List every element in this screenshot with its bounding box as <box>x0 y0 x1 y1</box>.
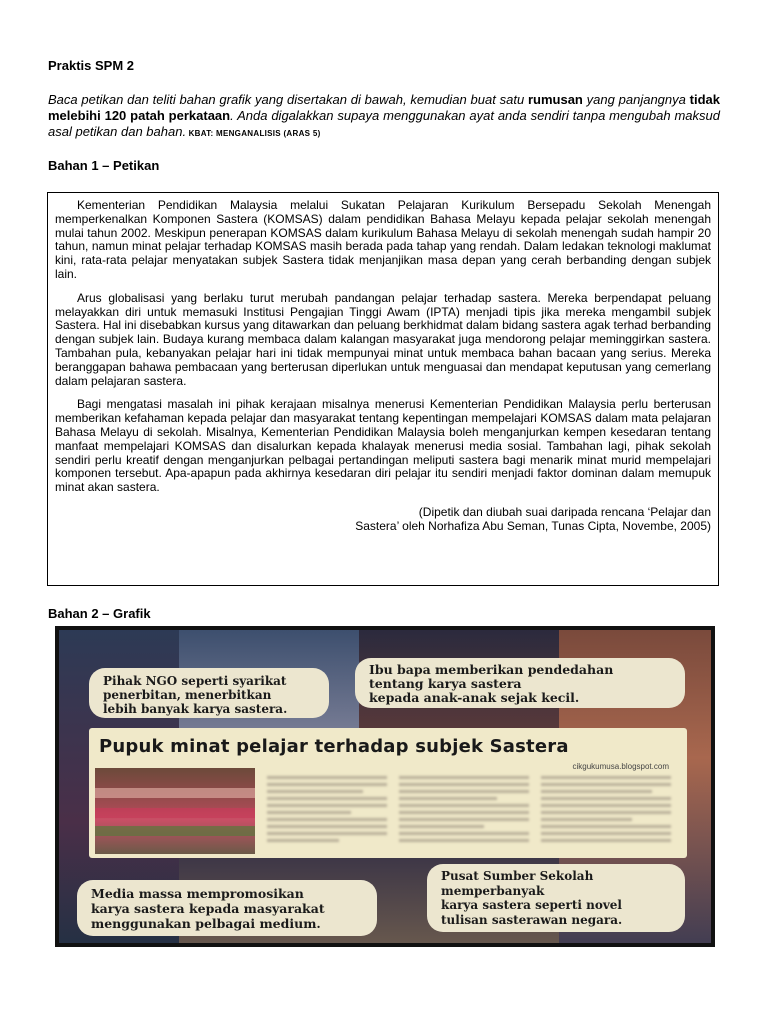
bahan2-heading: Bahan 2 – Grafik <box>48 606 151 621</box>
bubble-ibu-bapa <box>355 658 685 708</box>
bubble-line: tulisan sasterawan negara. <box>441 912 623 927</box>
bubble-line: memperbanyak <box>441 883 545 898</box>
instruction-part2: yang panjangnya <box>582 92 690 107</box>
passage-paragraph-1: Kementerian Pendidikan Malaysia melalui Sukatan Pelajaran Kurikulum Bersepadu Sekolah Menengah memperkenalkan Komponen Sastera (KOMSAS) dalam pendidikan Bahasa Melayu kepada pelajar sekolah menengah mulai tahun 2002. Meskipun penerapan KOMSAS dalam kurikulum Bahasa Melayu di sekolah menengah sudah hampir 20 tahun, namun minat pelajar terhadap KOMSAS masih berada pada tahap yang rendah. Dalam ledakan teknologi maklumat kini, rata-rata pelajar menyatakan subjek Sastera tidak menjanjikan masa depan yang cerah berbanding dengan subjek lain. <box>55 198 711 281</box>
instruction-text <box>48 92 720 142</box>
passage-box <box>47 192 719 586</box>
bubble-line: Media massa mempromosikan <box>91 886 304 901</box>
bubble-line: kepada anak-anak sejak kecil. <box>369 690 580 705</box>
photo-row <box>95 826 255 836</box>
source-line-1: (Dipetik dan diubah suai daripada rencana ‘Pelajar dan <box>418 504 711 519</box>
instruction-bold-limit: tidak melebihi 120 patah perkataan <box>48 92 720 123</box>
page-title: Praktis SPM 2 <box>48 58 134 73</box>
bubble-line: Pusat Sumber Sekolah <box>441 869 594 883</box>
source-line-2: Sastera’ oleh Norhafiza Abu Seman, Tunas Cipta, Novembe, 2005) <box>355 518 711 533</box>
kbat-tag: KBAT: MENGANALISIS (ARAS 5) <box>186 129 321 138</box>
bubble-line: lebih banyak karya sastera. <box>103 702 288 716</box>
bubble-line: karya sastera kepada masyarakat <box>91 901 325 916</box>
bahan1-heading: Bahan 1 – Petikan <box>48 158 160 173</box>
instruction-part3: . Anda digalakkan supaya menggunakan ayat anda sendiri tanpa mengubah maksud asal petikan dan bahan. <box>48 108 720 139</box>
passage-paragraph-3: Bagi mengatasi masalah ini pihak kerajaan misalnya menerusi Kementerian Pendidikan Malaysia perlu berterusan memberikan kefahaman kepada pelajar dan masyarakat tentang kepentingan mempelajari KOMSAS dalam mata pelajaran Bahasa Melayu di sekolah. Misalnya, Kementerian Pendidikan Malaysia boleh menganjurkan kempen kesedaran tentang manfaat mempelajari KOMSAS dan disalurkan kepada khalayak menerusi media sosial. Tambahan lagi, pihak sekolah sendiri perlu kreatif dengan menganjurkan pelbagai pertandingan meliputi sastera bagi menarik minat murid mempelajari komponen tersebut. Apa-apapun pada akhirnya kesedaran diri pelajar itu sendiri menjadi faktor dominan dalam memupuk minat akan sastera. <box>55 397 711 495</box>
article-text-blur <box>267 776 387 846</box>
students-photo <box>95 768 255 854</box>
bubble-ngo <box>89 668 329 718</box>
bubble-line: karya sastera seperti novel <box>441 898 622 912</box>
blog-url: cikgukumusa.blogspot.com <box>572 762 669 771</box>
instruction-bold-rumusan: rumusan <box>527 92 583 107</box>
infographic-poster <box>55 626 715 947</box>
passage-source <box>55 505 711 533</box>
bubble-line: tentang karya sastera <box>369 676 522 691</box>
photo-row <box>95 808 255 818</box>
bubble-line: Pihak NGO seperti syarikat <box>103 674 287 688</box>
bubble-line: Ibu bapa memberikan pendedahan <box>369 662 614 677</box>
bubble-pusat-sumber <box>427 864 685 932</box>
passage-paragraph-2: Arus globalisasi yang berlaku turut merubah pandangan pelajar terhadap sastera. Mereka berpendapat peluang melayakkan diri untuk memasuki Institusi Pengajian Tinggi Awam (IPTA) menjadi tipis jika mereka mengambil subjek Sastera. Hal ini disebabkan kursus yang ditawarkan dan peluang berkhidmat dalam bidang sastera agak terhad berbanding dengan subjek lain. Budaya kurang membaca dalam kalangan masyarakat juga mendorong pelajar meminggirkan sastera. Tambahan pula, kebanyakan pelajar hari ini tidak mempunyai minat untuk membaca bahan bacaan yang serius. Mereka beranggapan bahawa pembacaan yang berterusan diperlukan untuk menguasai dan mendapat keputusan yang cemerlang dalam pelajaran sastera. <box>55 290 711 388</box>
bubble-media-massa <box>77 880 377 936</box>
instruction-part1: Baca petikan dan teliti bahan grafik yang disertakan di bawah, kemudian buat satu <box>48 92 528 107</box>
bubble-line: penerbitan, menerbitkan <box>103 688 272 702</box>
bubble-line: menggunakan pelbagai medium. <box>91 916 321 931</box>
photo-row <box>95 788 255 798</box>
article-text-blur <box>399 776 529 846</box>
infographic-title: Pupuk minat pelajar terhadap subjek Sastera <box>99 736 569 757</box>
article-text-blur <box>541 776 671 846</box>
article-panel <box>89 728 687 858</box>
